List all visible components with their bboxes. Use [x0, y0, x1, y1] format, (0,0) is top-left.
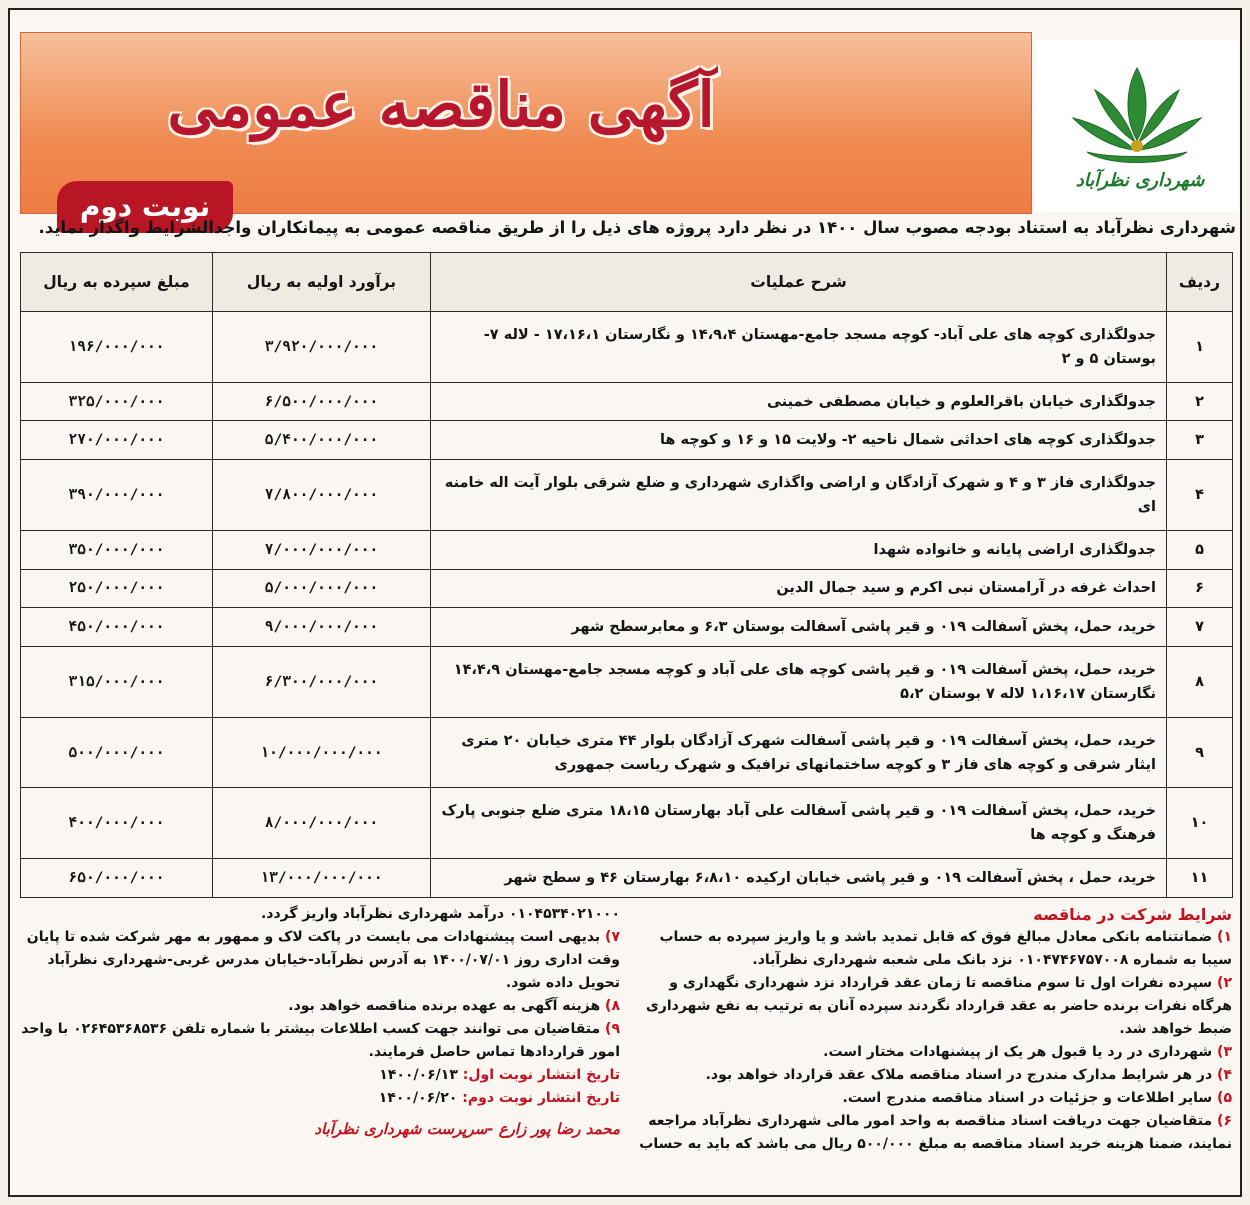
row-number: ۶: [1167, 569, 1233, 608]
row-estimate: ۵/۰۰۰/۰۰۰/۰۰۰: [213, 569, 431, 608]
row-number: ۵: [1167, 530, 1233, 569]
row-description: خرید، حمل، پخش آسفالت ۰۱۹ و قیر پاشی آسفالت علی آباد بهارستان ۱۸،۱۵ متری ضلع جنوبی پارک فرهنگ و کوچه ها: [431, 788, 1167, 859]
row-estimate: ۷/۸۰۰/۰۰۰/۰۰۰: [213, 460, 431, 531]
table-row: [21, 717, 1233, 788]
row-description: خرید، حمل، پخش آسفالت ۰۱۹ و قیر پاشی آسفالت بوستان ۶،۳ و معابرسطح شهر: [431, 608, 1167, 647]
row-deposit: ۲۵۰/۰۰۰/۰۰۰: [21, 569, 213, 608]
terms-continued: [20, 903, 620, 1141]
row-description: جدولگذاری فاز ۳ و ۴ و شهرک آزادگان و اراضی واگذاری شهرداری و ضلع شرقی بلوار آیت اله خامنه ای: [431, 460, 1167, 531]
terms-section: [636, 903, 1232, 1156]
row-number: ۲: [1167, 382, 1233, 421]
terms-item: ۲) سپرده نفرات اول تا سوم مناقصه تا زمان عقد قرارداد نزد شهرداری نگهداری و هرگاه نفرات برنده حاضر به عقد قرارداد نگردند سپرده آنان به ترتیب به نفع شهرداری ضبط خواهد شد.: [645, 975, 1232, 1037]
row-estimate: ۷/۰۰۰/۰۰۰/۰۰۰: [213, 530, 431, 569]
signature: محمد رضا پور زارع -سرپرست شهرداری نظرآباد: [314, 1120, 620, 1138]
terms-item: ۴) در هر شرایط مدارک مندرج در اسناد مناقصه ملاک عقد قرارداد خواهد بود.: [705, 1067, 1232, 1083]
row-number: ۱: [1167, 312, 1233, 383]
row-number: ۱۱: [1167, 859, 1233, 898]
logo-caption: شهرداری نظرآباد: [1075, 170, 1205, 191]
row-estimate: ۶/۳۰۰/۰۰۰/۰۰۰: [213, 646, 431, 717]
row-estimate: ۱۳/۰۰۰/۰۰۰/۰۰۰: [213, 859, 431, 898]
row-estimate: ۹/۰۰۰/۰۰۰/۰۰۰: [213, 608, 431, 647]
row-number: ۸: [1167, 646, 1233, 717]
projects-table: [20, 252, 1233, 898]
header-row-number: ردیف: [1167, 253, 1233, 312]
notice-title: آگهی مناقصه عمومی: [167, 68, 715, 141]
row-deposit: ۴۰۰/۰۰۰/۰۰۰: [21, 788, 213, 859]
table-row: [21, 859, 1233, 898]
row-deposit: ۶۵۰/۰۰۰/۰۰۰: [21, 859, 213, 898]
row-number: ۷: [1167, 608, 1233, 647]
terms-item: ۶) متقاضیان جهت دریافت اسناد مناقصه به واحد امور مالی شهرداری نظرآباد مراجعه نمایند، ضمنا هزینه خرید اسناد مناقصه به مبلغ ۵۰۰/۰۰۰ ریال می باشد که باید به حساب: [639, 1113, 1232, 1152]
terms-item: ۹) متقاضیان می توانند جهت کسب اطلاعات بیشتر با شماره تلفن ۰۲۶۴۵۳۶۸۵۳۶ با واحد امور قراردادها تماس حاصل فرمایند.: [21, 1021, 620, 1060]
row-description: خرید، حمل ، پخش آسفالت ۰۱۹ و قیر پاشی خیابان ارکیده ۶،۸،۱۰ بهارستان ۴۶ و سطح شهر: [431, 859, 1167, 898]
row-description: جدولگذاری اراضی پایانه و خانواده شهدا: [431, 530, 1167, 569]
row-number: ۹: [1167, 717, 1233, 788]
row-deposit: ۱۹۶/۰۰۰/۰۰۰: [21, 312, 213, 383]
table-row: [21, 569, 1233, 608]
terms-item: ۷) بدیهی است پیشنهادات می بایست در پاکت لاک و ممهور به مهر شرکت شده تا پایان وقت اداری روز ۱۴۰۰/۰۷/۰۱ به آدرس نظرآباد-خیابان مدرس غربی-شهرداری نظرآباد تحویل داده شود.: [26, 929, 620, 991]
row-deposit: ۴۵۰/۰۰۰/۰۰۰: [21, 608, 213, 647]
table-row: [21, 530, 1233, 569]
terms-title: شرایط شرکت در مناقصه: [1033, 905, 1232, 924]
table-row: [21, 382, 1233, 421]
row-description: جدولگذاری کوچه های علی آباد- کوچه مسجد جامع-مهستان ۱۴،۹،۴ و نگارستان ۱۷،۱۶،۱ - لاله ۷- بوستان ۵ و ۲: [431, 312, 1167, 383]
row-description: احداث غرفه در آرامستان نبی اکرم و سید جمال الدین: [431, 569, 1167, 608]
row-estimate: ۳/۹۲۰/۰۰۰/۰۰۰: [213, 312, 431, 383]
row-estimate: ۱۰/۰۰۰/۰۰۰/۰۰۰: [213, 717, 431, 788]
terms-item: ۸) هزینه آگهی به عهده برنده مناقصه خواهد بود.: [288, 998, 620, 1014]
table-row: [21, 460, 1233, 531]
row-deposit: ۲۷۰/۰۰۰/۰۰۰: [21, 421, 213, 460]
table-row: [21, 646, 1233, 717]
row-deposit: ۵۰۰/۰۰۰/۰۰۰: [21, 717, 213, 788]
header-description: شرح عملیات: [431, 253, 1167, 312]
row-number: ۳: [1167, 421, 1233, 460]
title-banner: [20, 32, 1032, 223]
row-number: ۱۰: [1167, 788, 1233, 859]
row-number: ۴: [1167, 460, 1233, 531]
round-badge: نوبت دوم: [57, 181, 233, 233]
notice-header: [10, 10, 1240, 223]
row-deposit: ۳۲۵/۰۰۰/۰۰۰: [21, 382, 213, 421]
intro-text: شهرداری نظرآباد به استناد بودجه مصوب سال ۱۴۰۰ در نظر دارد پروژه های ذیل را از طریق مناقصه عمومی به پیمانکاران واجدالشرایط واگذار نماید.: [38, 218, 1236, 237]
second-publication-date: تاریخ انتشار نوبت دوم: ۱۴۰۰/۰۶/۲۰: [378, 1090, 620, 1106]
row-estimate: ۸/۰۰۰/۰۰۰/۰۰۰: [213, 788, 431, 859]
terms-continuation: ۰۱۰۴۵۳۴۰۲۱۰۰۰ درآمد شهرداری نظرآباد واریز گردد.: [260, 906, 620, 922]
table-header-row: [21, 253, 1233, 312]
row-deposit: ۳۵۰/۰۰۰/۰۰۰: [21, 530, 213, 569]
row-estimate: ۶/۵۰۰/۰۰۰/۰۰۰: [213, 382, 431, 421]
row-description: جدولگذاری خیابان باقرالعلوم و خیابان مصطفی خمینی: [431, 382, 1167, 421]
row-description: خرید، حمل، پخش آسفالت ۰۱۹ و قیر پاشی کوچه های علی آباد و کوچه مسجد جامع-مهستان ۱۴،۴،۹ نگارستان ۱،۱۶،۱۷ لاله ۷ بوستان ۵،۲: [431, 646, 1167, 717]
header-estimate: برآورد اولیه به ریال: [213, 253, 431, 312]
row-deposit: ۳۱۵/۰۰۰/۰۰۰: [21, 646, 213, 717]
terms-item: ۳) شهرداری در رد یا قبول هر یک از پیشنهادات مختار است.: [823, 1044, 1232, 1060]
terms-item: ۱) ضمانتنامه بانکی معادل مبالغ فوق که قابل تمدید باشد و یا واریز سپرده به حساب سیبا به شماره ۰۱۰۴۷۴۶۷۵۷۰۰۸ نزد بانک ملی شعبه شهرداری نظرآباد.: [659, 929, 1232, 968]
row-estimate: ۵/۴۰۰/۰۰۰/۰۰۰: [213, 421, 431, 460]
first-publication-date: تاریخ انتشار نوبت اول: ۱۴۰۰/۰۶/۱۳: [379, 1067, 620, 1083]
header-deposit: مبلغ سپرده به ریال: [21, 253, 213, 312]
table-row: [21, 421, 1233, 460]
row-deposit: ۳۹۰/۰۰۰/۰۰۰: [21, 460, 213, 531]
row-description: جدولگذاری کوچه های احداثی شمال ناحیه ۲- ولایت ۱۵ و ۱۶ و کوچه ها: [431, 421, 1167, 460]
row-description: خرید، حمل، پخش آسفالت ۰۱۹ و قیر پاشی آسفالت شهرک آزادگان بلوار ۴۴ متری خیابان ۲۰ متری ایثار شرقی و کوچه های فاز ۳ و کوچه ساختمانهای ترافیک و شهرک ریاست جمهوری: [431, 717, 1167, 788]
terms-item: ۵) سایر اطلاعات و جزئیات در اسناد مناقصه مندرج است.: [842, 1090, 1232, 1106]
municipality-logo: [1035, 40, 1239, 212]
table-row: [21, 608, 1233, 647]
table-row: [21, 788, 1233, 859]
table-row: [21, 312, 1233, 383]
